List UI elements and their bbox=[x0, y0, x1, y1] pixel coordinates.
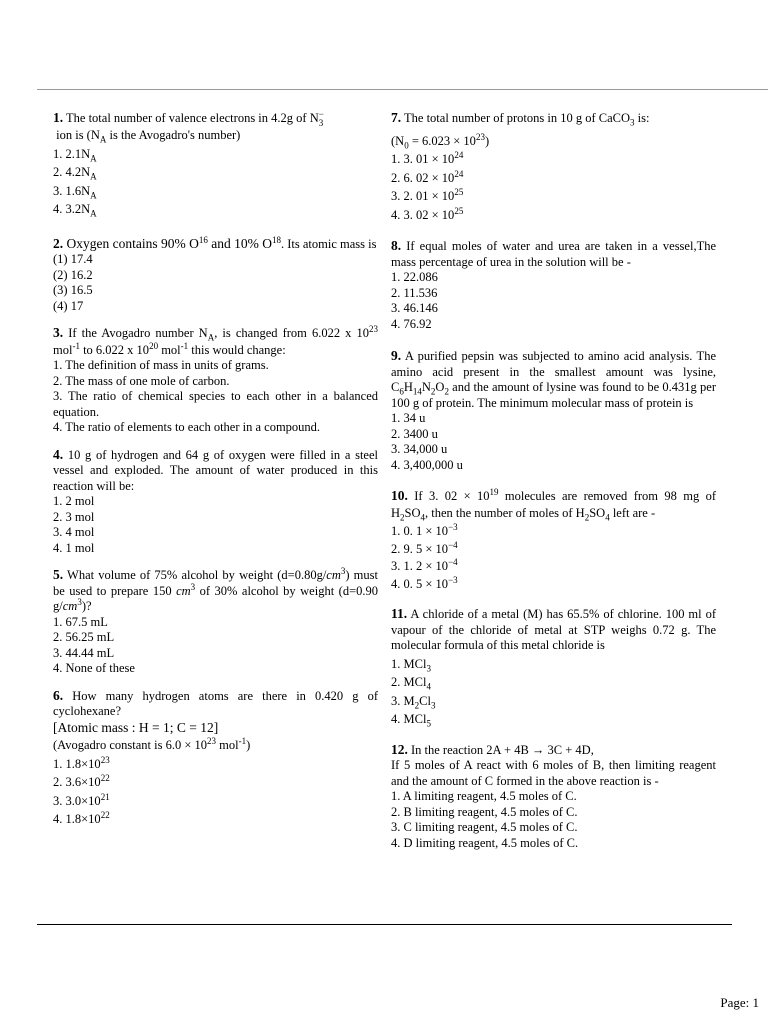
option: 3. $M_2Cl_3$ bbox=[391, 693, 436, 710]
page-number: Page: 1 bbox=[720, 995, 759, 1010]
option: 1. 34 u bbox=[391, 411, 426, 425]
option: 4. D limiting reagent, 4.5 moles of C. bbox=[391, 835, 579, 850]
question-4 bbox=[53, 447, 378, 557]
question-6 bbox=[53, 688, 378, 828]
option: 2. 9. $5 \times 10^{-4}$ bbox=[391, 539, 458, 556]
option: 1. $2.1N_A$ bbox=[53, 146, 97, 164]
option: 4. 0. $5 \times 10^{-3}$ bbox=[391, 574, 458, 591]
question-9-stem: 9. A purified pepsin was subjected to amino acid analysis. The amino acid present in the smallest amount was lysine, $C_6H_{14}N_2O_2$ and the amount of lysine was found to be 0.431g per 100 g of protein. The minimum molecular mass of protein is bbox=[391, 348, 716, 410]
option: 3. 46.146 bbox=[391, 301, 438, 315]
question-5-stem: 5. What volume of 75% alcohol by weight $(d=0.80g/cm^3)$ must be used to prepare 150 $cm^3$ of 30% alcohol by weight (d=0.90 $g/cm^3$)? bbox=[53, 565, 378, 614]
question-7 bbox=[391, 110, 716, 223]
option: 4. None of these bbox=[53, 661, 135, 676]
question-12-text: If 5 moles of A react with 6 moles of B, then limiting reagent and the amount of C formed in the above reaction is - bbox=[391, 758, 716, 788]
option: 1. MCl$_3$ bbox=[391, 656, 431, 673]
option: 3. 4 mol bbox=[53, 525, 95, 540]
option: 1. 0. $1 \times 10^{-3}$ bbox=[391, 521, 458, 538]
option: 3. $3.0\times 10^{21}$ bbox=[53, 791, 110, 808]
question-7-stem: 7. The total number of protons in 10 g of CaCO$_3$ is: bbox=[391, 110, 650, 128]
question-8 bbox=[391, 238, 716, 332]
option: (1) 17.4 bbox=[53, 252, 93, 267]
question-5 bbox=[53, 567, 378, 677]
option: 4. $1.8\times 10^{22}$ bbox=[53, 809, 110, 827]
option: 1. 2 mol bbox=[53, 494, 95, 509]
option: 1. 3. $01 \times 10^{24}$ bbox=[391, 149, 464, 166]
question-1-stem: 1. The total number of valence electrons in 4.2g of N − 3 ion is ($N_A$ is the Avogadro's number) bbox=[53, 109, 324, 145]
question-11-stem: 11. A chloride of a metal (M) has 65.5% of chlorine. 100 ml of vapour of the chloride of metal at STP weighs 0.72 g. The molecular formula of this metal chloride is bbox=[391, 606, 716, 652]
question-3-stem: 3. If the Avogadro number $N_A$, is changed from 6.022 x $10^{23}$ mol$^{-1}$ to 6.022 x $10^{20}$ mol$^{-1}$ this would change: bbox=[53, 323, 378, 357]
option: 2. 3 mol bbox=[53, 509, 95, 524]
atomic-mass-line: [Atomic mass : H = 1; C = 12] bbox=[53, 719, 219, 735]
option: 2. $4.2N_A$ bbox=[53, 165, 97, 182]
option: 1. 22.086 bbox=[391, 270, 438, 284]
option: 1. 67.5 mL bbox=[53, 614, 108, 629]
question-8-stem: 8. If equal moles of water and urea are taken in a vessel,The mass percentage of urea in the solution will be - bbox=[391, 238, 716, 269]
question-9 bbox=[391, 348, 716, 473]
header-rule bbox=[37, 89, 768, 90]
question-12 bbox=[391, 742, 716, 852]
question-11 bbox=[391, 606, 716, 728]
question-10 bbox=[391, 487, 716, 592]
option: 3. 34,000 u bbox=[391, 442, 448, 456]
option: 1. The definition of mass in units of grams. bbox=[53, 358, 269, 373]
option: 2. 11.536 bbox=[391, 285, 438, 300]
option: 4. 1 mol bbox=[53, 540, 95, 555]
question-3 bbox=[53, 325, 378, 436]
option: 2. 3400 u bbox=[391, 426, 438, 441]
option: 2. 56.25 mL bbox=[53, 630, 115, 645]
option: 3. The ratio of chemical species to each other in a balanced equation. bbox=[53, 389, 378, 419]
question-1 bbox=[53, 110, 378, 218]
option: 4. $3.2N_A$ bbox=[53, 202, 97, 219]
footer-rule bbox=[37, 924, 732, 925]
option: 1. $1.8\times 10^{23}$ bbox=[53, 754, 110, 771]
option: 2. 6. $02 \times 10^{24}$ bbox=[391, 168, 464, 185]
question-number: 1. bbox=[53, 110, 64, 125]
avogadro-line: $(N_0 = 6.023 \times 10^{23})$ bbox=[391, 131, 490, 150]
question-12-stem: 12. In the reaction 2A + 4B → 3C + 4D, bbox=[391, 741, 594, 757]
option: 4. 3,400,000 u bbox=[391, 457, 463, 472]
option: (4) 17 bbox=[53, 298, 84, 313]
option: 2. MCl$_4$ bbox=[391, 675, 431, 692]
option: 2. $3.6\times 10^{22}$ bbox=[53, 772, 110, 790]
question-6-stem: 6. How many hydrogen atoms are there in 0.420 g of cyclohexane? bbox=[53, 687, 378, 719]
option: (3) 16.5 bbox=[53, 283, 93, 298]
avogadro-line: (Avogadro constant is $6.0 \times 10^{23}$ mol$^{-1}$) bbox=[53, 735, 251, 753]
question-10-stem: 10. If 3. $02 \times 10^{19}$ molecules are removed from 98 mg of $H_2SO_4$, then the number of moles of $H_2SO_4$ left are - bbox=[391, 486, 717, 523]
option: 4. MCl$_5$ bbox=[391, 712, 431, 729]
option: 2. The mass of one mole of carbon. bbox=[53, 373, 230, 388]
option: 3. 1. $2 \times 10^{-4}$ bbox=[391, 556, 458, 573]
right-column bbox=[391, 110, 716, 862]
option: 4. 76.92 bbox=[391, 316, 432, 331]
question-2-stem: 2. Oxygen contains 90% $O^{16}$ and 10% $O^{18}$. Its atomic mass is bbox=[53, 234, 377, 251]
option: 1. A limiting reagent, 4.5 moles of C. bbox=[391, 789, 577, 803]
option: (2) 16.2 bbox=[53, 267, 93, 282]
question-4-stem: 4. 10 g of hydrogen and 64 g of oxygen were filled in a steel vessel and exploded. The amount of water produced in this reaction will be: bbox=[53, 446, 378, 493]
option: 4. 3. $02 \times 10^{25}$ bbox=[391, 205, 464, 222]
option: 3. $1.6N_A$ bbox=[53, 183, 97, 201]
option: 3. 44.44 mL bbox=[53, 645, 115, 660]
option: 2. B limiting reagent, 4.5 moles of C. bbox=[391, 804, 578, 819]
option: 4. The ratio of elements to each other in a compound. bbox=[53, 420, 321, 435]
option: 3. C limiting reagent, 4.5 moles of C. bbox=[391, 820, 578, 834]
question-2 bbox=[53, 236, 378, 315]
left-column bbox=[53, 110, 378, 839]
option: 3. 2. $01 \times 10^{25}$ bbox=[391, 186, 464, 203]
